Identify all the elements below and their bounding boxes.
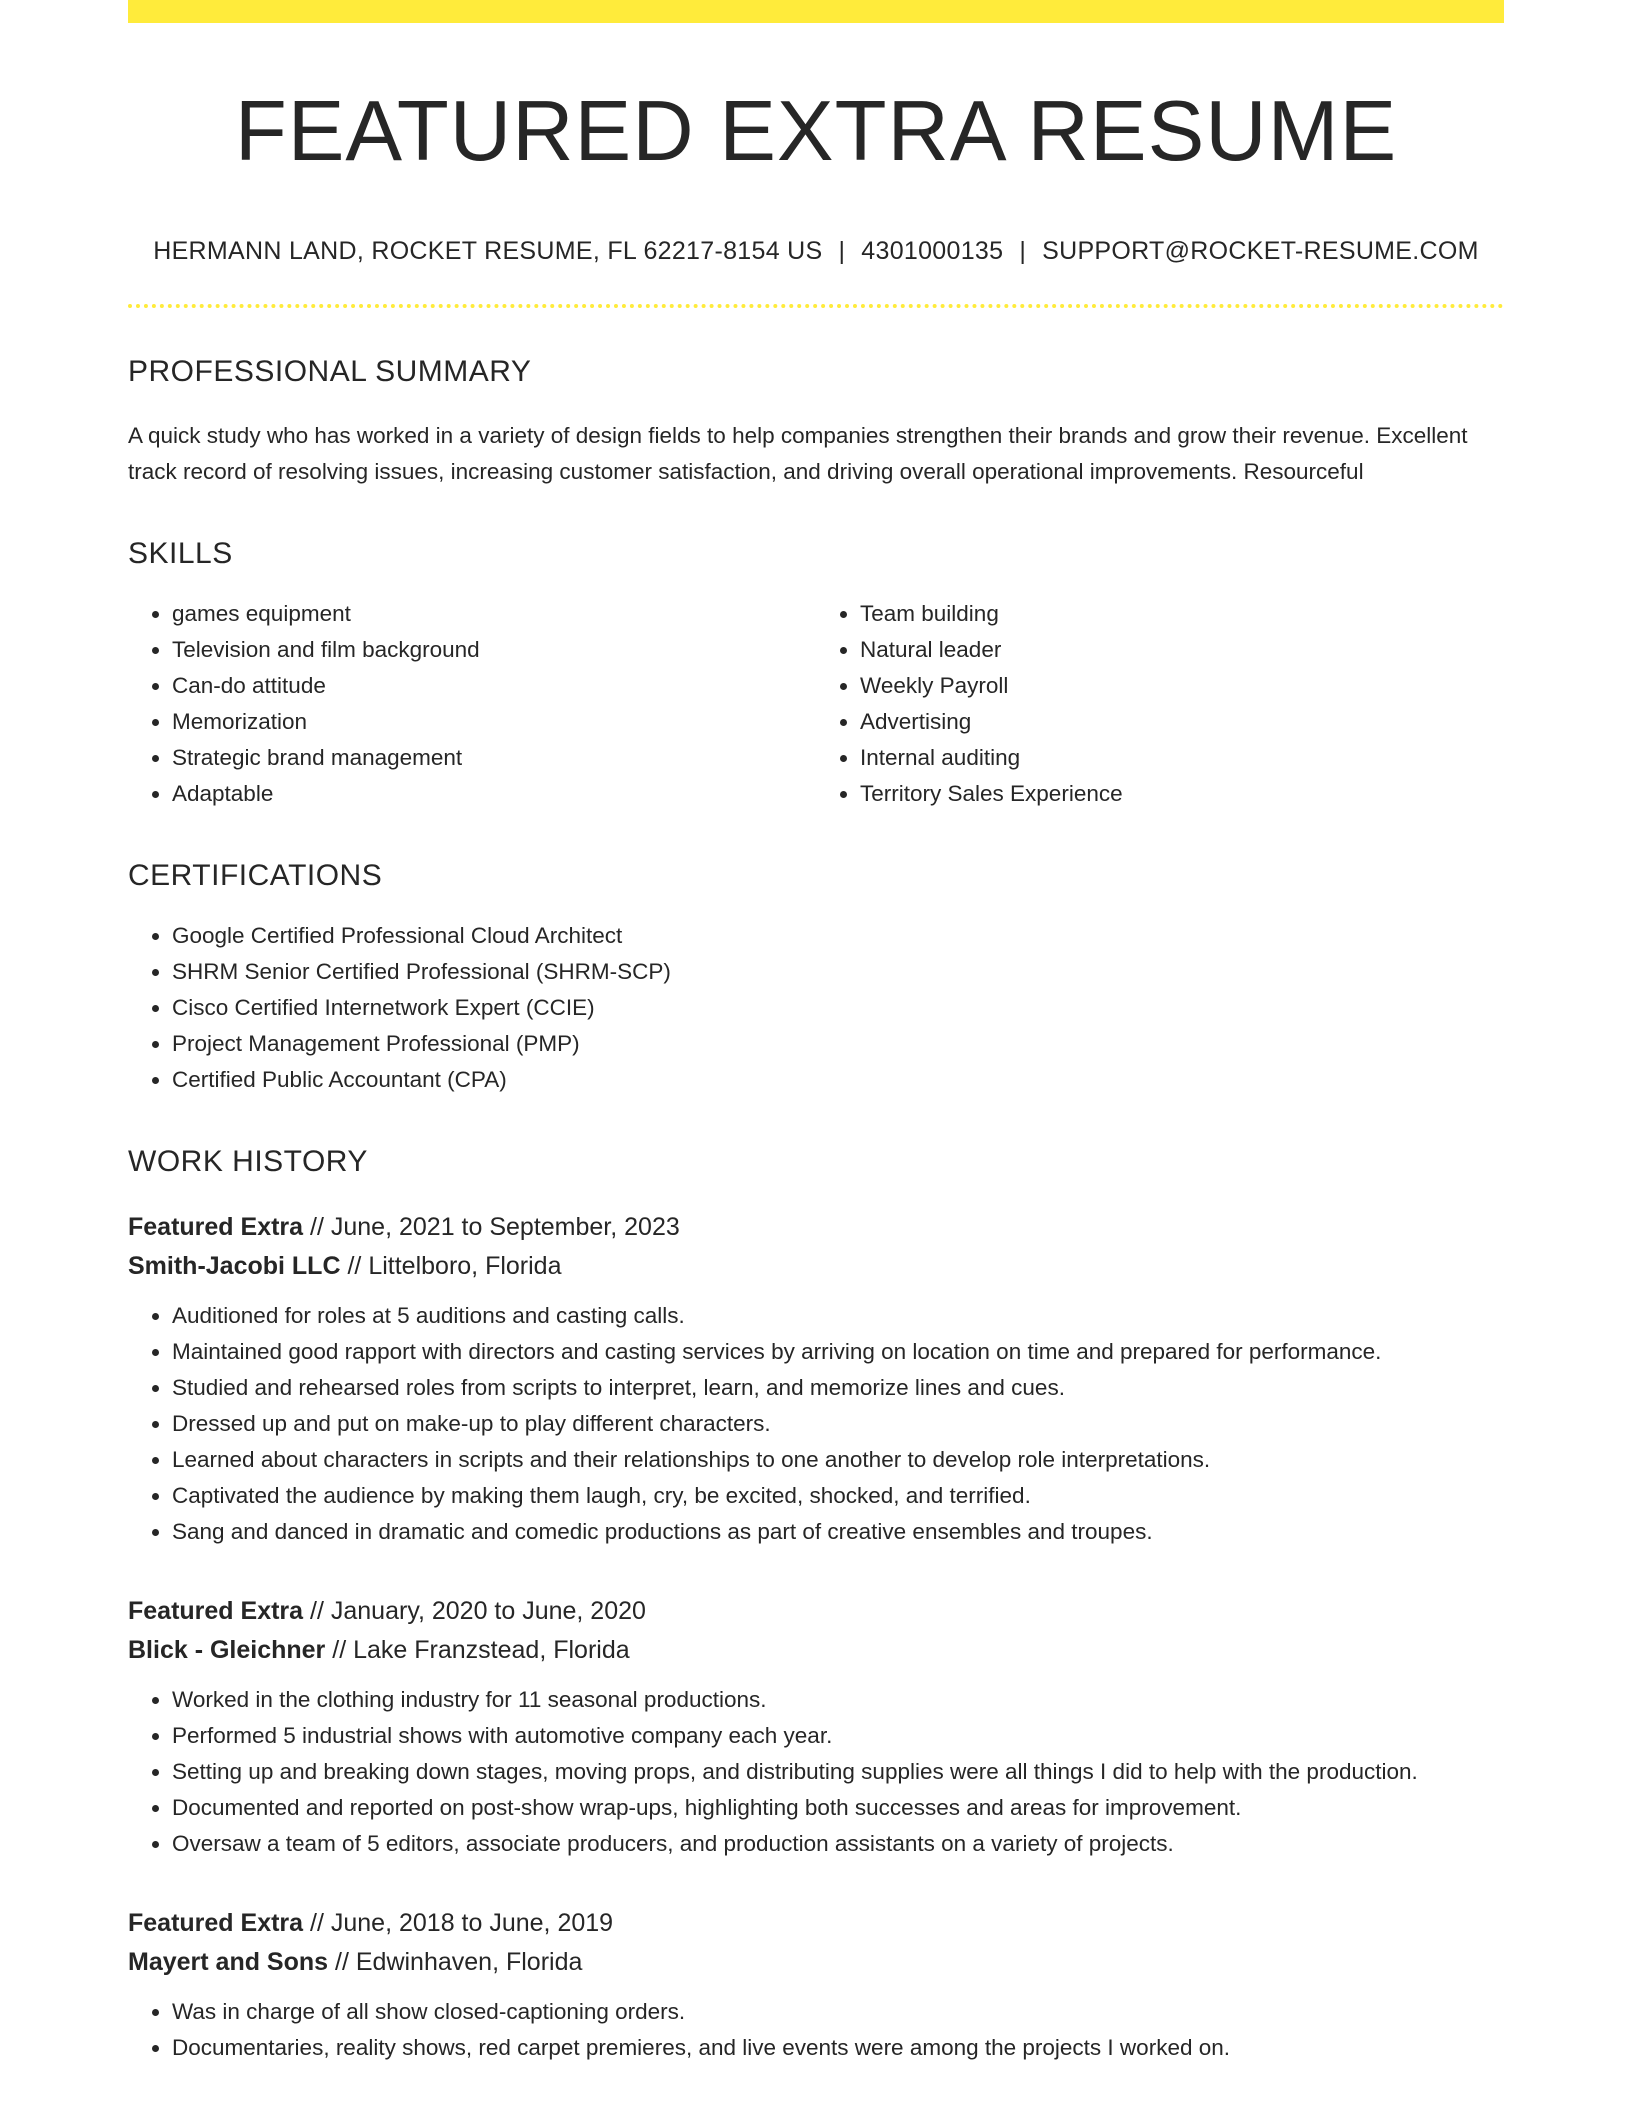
job-bullet: • Sang and danced in dramatic and comedic productions as part of creative ensembles and troupes. [172, 1514, 1504, 1550]
skill-item: • Memorization [172, 704, 816, 740]
skill-item: • Team building [860, 596, 1504, 632]
job-bullet: • Setting up and breaking down stages, moving props, and distributing supplies were all things I did to help with the production. [172, 1754, 1504, 1790]
job-separator: // [332, 1635, 347, 1664]
job-bullet: • Dressed up and put on make-up to play different characters. [172, 1406, 1504, 1442]
skills-list-left [128, 596, 816, 812]
job-separator: // [335, 1947, 349, 1976]
certification-item: • Project Management Professional (PMP) [172, 1026, 1504, 1062]
job-company: Blick - Gleichner [128, 1635, 326, 1664]
contact-email: SUPPORT@ROCKET-RESUME.COM [1042, 236, 1479, 265]
job-bullet: • Captivated the audience by making them laugh, cry, be excited, shocked, and terrified. [172, 1478, 1504, 1514]
job-role: Featured Extra [128, 1908, 304, 1937]
job-bullet: • Documentaries, reality shows, red carpet premieres, and live events were among the projects I worked on. [172, 2030, 1504, 2066]
skill-item: • Natural leader [860, 632, 1504, 668]
job-dates: January, 2020 to June, 2020 [330, 1596, 646, 1625]
job-bullets [128, 1682, 1504, 1862]
skills-list-right [816, 596, 1504, 812]
job-company-line [128, 1943, 1504, 1982]
job-company: Mayert and Sons [128, 1947, 329, 1976]
skills-section [128, 536, 1504, 812]
section-title-skills: SKILLS [128, 536, 233, 570]
dotted-divider [128, 304, 1504, 308]
top-accent-bar [128, 0, 1504, 23]
skill-item: • games equipment [172, 596, 816, 632]
certification-item: • SHRM Senior Certified Professional (SHRM-SCP) [172, 954, 1504, 990]
section-title-work-history: WORK HISTORY [128, 1144, 368, 1178]
contact-address: HERMANN LAND, ROCKET RESUME, FL 62217-8154 US [153, 236, 823, 265]
skill-item: • Strategic brand management [172, 740, 816, 776]
job-separator: // [310, 1212, 324, 1241]
job-bullet: • Auditioned for roles at 5 auditions and casting calls. [172, 1298, 1504, 1334]
job-bullet: • Maintained good rapport with directors and casting services by arriving on location on time and prepared for performance. [172, 1334, 1504, 1370]
job-dates: June, 2021 to September, 2023 [330, 1212, 680, 1241]
job-title-line [128, 1208, 1504, 1247]
job-bullets [128, 1298, 1504, 1550]
job-separator: // [310, 1596, 324, 1625]
job-company-line [128, 1247, 1504, 1286]
certifications-section [128, 858, 1504, 1098]
contact-separator: | [838, 236, 846, 265]
job-bullet: • Was in charge of all show closed-captioning orders. [172, 1994, 1504, 2030]
job-location: Lake Franzstead, Florida [353, 1635, 630, 1664]
job-bullet: • Documented and reported on post-show wrap-ups, highlighting both successes and areas for improvement. [172, 1790, 1504, 1826]
job-role: Featured Extra [128, 1596, 304, 1625]
section-title-summary: PROFESSIONAL SUMMARY [128, 354, 532, 388]
job-company: Smith-Jacobi LLC [128, 1251, 341, 1280]
job-title-line [128, 1592, 1504, 1631]
section-title-certifications: CERTIFICATIONS [128, 858, 383, 892]
job-bullet: • Worked in the clothing industry for 11 seasonal productions. [172, 1682, 1504, 1718]
job-separator: // [310, 1908, 324, 1937]
summary-section [128, 354, 1504, 490]
job-location: Littelboro, Florida [368, 1251, 562, 1280]
skill-item: • Adaptable [172, 776, 816, 812]
contact-phone: 4301000135 [861, 236, 1004, 265]
skill-item: • Territory Sales Experience [860, 776, 1504, 812]
job-entry [128, 1904, 1504, 2066]
certifications-list [128, 918, 1504, 1098]
certification-item: • Certified Public Accountant (CPA) [172, 1062, 1504, 1098]
job-company-line [128, 1631, 1504, 1670]
job-bullet: • Studied and rehearsed roles from scripts to interpret, learn, and memorize lines and cues. [172, 1370, 1504, 1406]
job-bullet: • Learned about characters in scripts and their relationships to one another to develop role interpretations. [172, 1442, 1504, 1478]
summary-text: A quick study who has worked in a variety of design fields to help companies strengthen their brands and grow their revenue. Excellent track record of resolving issues, increasing customer satisfaction, and driving overall operational improvements. Resourceful [128, 422, 1468, 484]
job-entry [128, 1592, 1504, 1862]
certification-item: • Cisco Certified Internetwork Expert (CCIE) [172, 990, 1504, 1026]
job-separator: // [347, 1251, 362, 1280]
contact-line [128, 237, 1504, 266]
skills-columns [128, 596, 1504, 812]
job-entry [128, 1208, 1504, 1550]
skill-item: • Advertising [860, 704, 1504, 740]
job-dates: June, 2018 to June, 2019 [330, 1908, 614, 1937]
work-history-section [128, 1144, 1504, 2066]
resume-title: FEATURED EXTRA RESUME [234, 84, 1398, 179]
job-bullet: • Performed 5 industrial shows with automotive company each year. [172, 1718, 1504, 1754]
job-bullets [128, 1994, 1504, 2066]
resume-page [128, 0, 1504, 2066]
job-bullet: • Oversaw a team of 5 editors, associate producers, and production assistants on a variety of projects. [172, 1826, 1504, 1862]
skill-item: • Weekly Payroll [860, 668, 1504, 704]
job-title-line [128, 1904, 1504, 1943]
skill-item: • Can-do attitude [172, 668, 816, 704]
skill-item: • Internal auditing [860, 740, 1504, 776]
job-location: Edwinhaven, Florida [355, 1947, 583, 1976]
contact-separator: | [1019, 236, 1027, 265]
certification-item: • Google Certified Professional Cloud Architect [172, 918, 1504, 954]
job-role: Featured Extra [128, 1212, 304, 1241]
skill-item: • Television and film background [172, 632, 816, 668]
